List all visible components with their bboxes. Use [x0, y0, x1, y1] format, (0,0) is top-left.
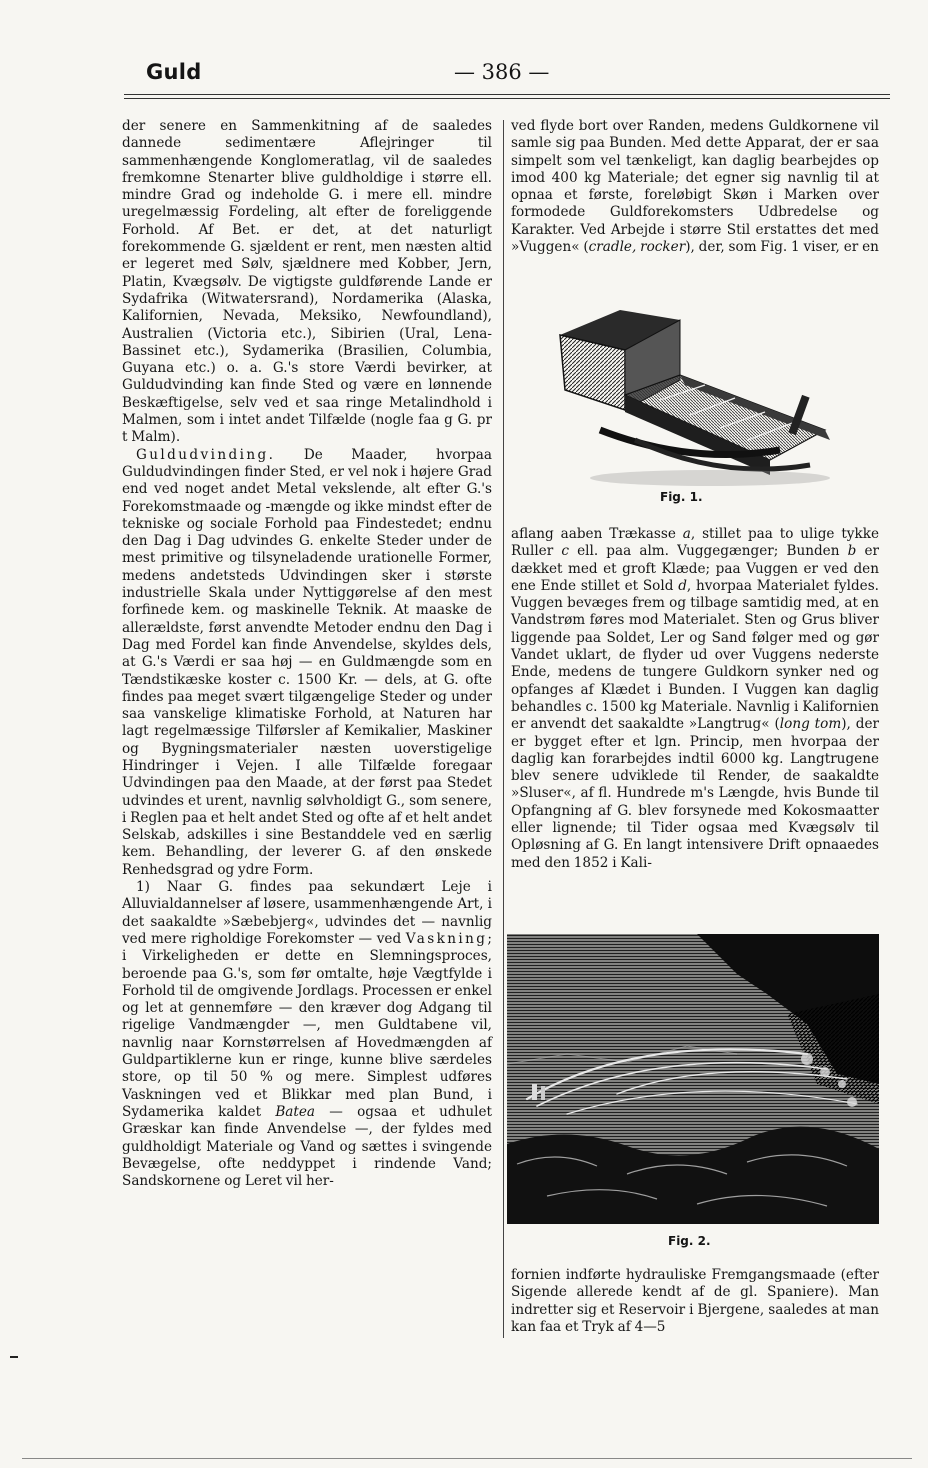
paragraph-text: ), der, som Fig. 1 viser, er en [685, 239, 879, 256]
spaced-term: Vaskning [405, 930, 488, 947]
right-column-top [511, 118, 879, 256]
paragraph-text: ell. paa alm. Vuggegænger; Bunden [568, 543, 848, 560]
right-column-bottom [511, 1267, 879, 1336]
paragraph-text: De Maader, hvorpaa Guldudvindingen finder Sted, er vel nok i højere Grad end ved noget andet Metal vekslende, alt efter G.'s Forekomstmaade og -mængde og ikke mindst efter de tekniske og sociale Forhold paa Findestedet; endnu den Dag i Dag udvindes G. enkelte Steder under de mest primitive og tilsyneladende urationelle Former, medens andetsteds Udvindingen sker i største industrielle Skala under Nyttiggørelse af den mest forfinede kem. og maskinelle Teknik. At maaske de allerældste, først anvendte Metoder endnu den Dag i Dag med Fordel kan finde Anvendelse, skyldes dels, at G.'s Værdi er saa høj — en Guldmængde som en Tændstikæske koster c. 1500 Kr. — dels, at G. ofte findes paa meget svært tilgængelige Steder og under saa vanskelige klimatiske Forhold, at Naturen har lagt regelmæssige Tilførsler af Kemikalier, Maskiner og Bygningsmaterialer næsten uoverstigelige Hindringer i Vejen. I alle Tilfælde foregaar Udvindingen paa den Maade, at der først paa Stedet udvindes et urent, navnlig sølvholdigt G., som senere, i Reglen paa et helt andet Sted og ofte af et helt andet Selskab, adskilles i sine Bestanddele ved en særlig kem. Behandling, der leverer G. af den ønskede Renhedsgrad og ydre Form. [122, 446, 492, 878]
page-header [124, 58, 890, 90]
figure-2-caption: Fig. 2. [668, 1234, 711, 1248]
right-column-middle [511, 526, 879, 872]
paragraph-cradle-description [511, 526, 879, 872]
left-column [122, 118, 492, 1190]
paragraph-text: er dækket med et groft Klæde; paa Vuggen er ved den ene Ende stillet et Sold [511, 543, 879, 594]
paragraph-text: ; i Virkeligheden er dette en Slemningsproces, beroende paa G.'s, som før omtalte, høje Vægtfylde i Forhold til de omgivende Jordlags. Processen er enkel og let at gennemføre — den kræver dog Adgang til rigelige Vandmængder —, men Guldtabene vil, navnlig naar Kornstørrelsen af Hovedmængden af Guldpartiklerne kun er ringe, kunne blive særdeles store, op til 50 % og mere. Simplest udføres Vaskningen ved et Blikkar med plan Bund, i Sydamerika kaldet [122, 930, 492, 1120]
paragraph-batea-cont [511, 118, 879, 256]
entry-heading: Guldudvinding. [136, 446, 276, 463]
label-d: d [678, 577, 687, 594]
cradle-rocker-illustration [540, 300, 850, 490]
figure-1-caption: Fig. 1. [660, 490, 703, 504]
label-b: b [847, 543, 857, 560]
paragraph-vaskning [122, 879, 492, 1190]
margin-mark [10, 1356, 18, 1358]
paragraph-guldudvinding [122, 447, 492, 879]
paragraph-sediments: der senere en Sammenkitning af de saaledes dannede sedimentære Aflejringer til sammenhængende Konglomeratlag, vil de saaledes fremkomne Stenarter blive guldholdige i større ell. mindre Grad og indeholde G. i mere ell. mindre uregelmæssig Fordeling, alt efter de foreliggende Forhold. Af Bet. er det, at det naturligt forekommende G. sjældent er rent, men næsten altid er legeret med Sølv, sjældnere med Kobber, Jern, Platin, Kvægsølv. De vigtigste guldførende Lande er Sydafrika (Witwatersrand), Nordamerika (Alaska, Kalifornien, Nevada, Meksiko, Newfoundland), Australien (Victoria etc.), Sibirien (Ural, Lena-Bassinet etc.), Sydamerika (Brasilien, Columbia, Guyana etc.) o. a. G.'s store Værdi bevirker, at Guldudvinding kan finde Sted og være en lønnende Beskæftigelse, selv ved et saa ringe Metalindhold i Malmen, som i intet andet Tilfælde (nogle faa g G. pr t Malm). [122, 118, 492, 446]
italic-term: Batea [275, 1103, 316, 1120]
hydraulic-mining-illustration [507, 934, 879, 1224]
running-head: Guld [146, 60, 202, 84]
scan-edge-line [22, 1458, 912, 1459]
paragraph-text: ), der er bygget efter et lgn. Princip, men hvorpaa der daglig kan forarbejdes indtil 6000 kg. Langtrugene blev senere udviklede til Render, de saakaldte »Sluser«, af fl. Hundrede m's Længde, hvis Bunde til Opfangning af G. blev forsynede med Kokosmaatter eller lignende; til Tider ogsaa med Kvægsølv til Opløsning af G. En langt intensivere Drift opnaaedes med den 1852 i Kali- [511, 716, 879, 871]
header-rule-secondary [124, 98, 890, 99]
label-a: a [682, 526, 691, 542]
page-number: — 386 — [454, 60, 550, 84]
italic-term: long tom [779, 716, 842, 733]
label-c: c [561, 543, 569, 560]
column-divider [503, 120, 504, 1338]
paragraph-hydraulic: fornien indførte hydrauliske Fremgangsmaade (efter Sigende allerede kendt af de gl. Spaniere). Man indretter sig et Reservoir i Bjergene, saaledes at man kan faa et Tryk af 4—5 [511, 1267, 879, 1335]
paragraph-text: — ogsaa et udhulet Græskar kan finde Anvendelse —, der fyldes med guldholdigt Materiale og Vand og sættes i svingende Bevægelse, ofte neddyppet i rindende Vand; Sandskornene og Leret vil her- [122, 1103, 492, 1190]
italic-term: cradle, rocker [588, 239, 686, 256]
paragraph-text: ved flyde bort over Randen, medens Guldkornene vil samle sig paa Bunden. Med dette Apparat, der er saa simpelt som vel tænkeligt, kan daglig bearbejdes op imod 400 kg Materiale; det egner sig navnlig til at opnaa et første, foreløbigt Skøn i Marken over formodede Guldforekomsters Udbredelse og Karakter. Ved Arbejde i større Stil erstattes det med »Vuggen« ( [511, 118, 879, 256]
paragraph-text: , hvorpaa Materialet fyldes. Vuggen bevæges frem og tilbage samtidig med, at en Vandstrøm føres mod Materialet. Sten og Grus bliver liggende paa Soldet, Ler og Sand følger med og gør Vandet uklart, de flyder ud over Vuggens nederste Ende, medens de tungere Guldkorn synker ned og opfanges af Klædet i Bunden. I Vuggen kan daglig behandles c. 1500 kg Materiale. Navnlig i Kalifornien er anvendt det saakaldte »Langtrug« ( [511, 577, 879, 733]
paragraph-text: , stillet paa to ulige tykke Ruller [511, 526, 879, 560]
paragraph-text: aflang aaben Trækasse [511, 526, 683, 542]
paragraph-text: 1) Naar G. findes paa sekundært Leje i Alluvialdannelser af løsere, usammenhængende Art, i det saakaldte »Sæbebjerg«, udvindes det — navnlig ved mere righoldige Forekomster — ved [122, 879, 492, 947]
header-rule [124, 94, 890, 95]
